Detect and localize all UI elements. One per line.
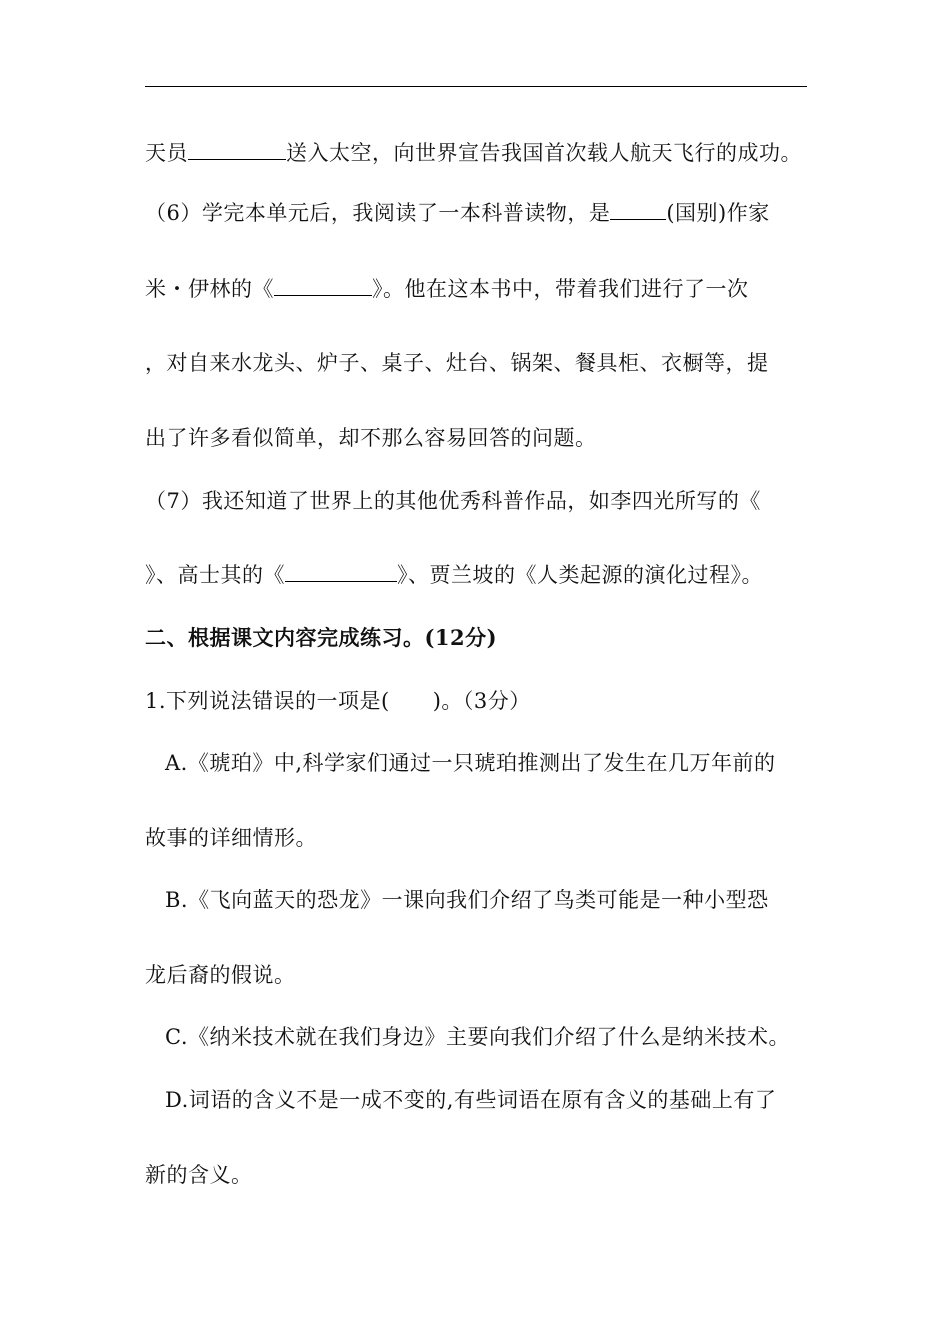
- option-c[interactable]: C.《纳米技术就在我们身边》主要向我们介绍了什么是纳米技术。: [165, 1025, 790, 1049]
- text-line: [145, 560, 763, 590]
- question-6-line: [145, 198, 770, 228]
- text-segment: （6）学完本单元后，我阅读了一本科普读物，是: [145, 201, 611, 225]
- option-b[interactable]: B.《飞向蓝天的恐龙》一课向我们介绍了鸟类可能是一种小型恐: [165, 888, 769, 912]
- text-segment: (国别)作家: [666, 201, 770, 225]
- fill-blank-book-title[interactable]: [285, 561, 397, 582]
- section-heading: 二、根据课文内容完成练习。(12分): [145, 625, 498, 650]
- fill-blank[interactable]: [188, 139, 286, 160]
- fill-blank-book-title[interactable]: [274, 275, 372, 296]
- text-segment: 送入太空，向世界宣告我国首次载人航天飞行的成功。: [286, 141, 802, 165]
- text-line: [145, 274, 749, 304]
- text-line: 出了许多看似简单，却不那么容易回答的问题。: [145, 426, 597, 450]
- text-segment: 》、贾兰坡的《人类起源的演化过程》。: [397, 563, 763, 587]
- text-segment: 米・伊林的《: [145, 277, 274, 301]
- header-rule: [145, 86, 807, 87]
- option-d[interactable]: D.词语的含义不是一成不变的,有些词语在原有含义的基础上有了: [165, 1088, 777, 1112]
- question-1: 1.下列说法错误的一项是( )。（3分）: [145, 689, 531, 713]
- option-a[interactable]: A.《琥珀》中,科学家们通过一只琥珀推测出了发生在几万年前的: [165, 751, 776, 775]
- question-7-line: （7）我还知道了世界上的其他优秀科普作品，如李四光所写的《: [145, 489, 761, 513]
- text-segment: 》。他在这本书中，带着我们进行了一次: [372, 277, 749, 301]
- text-line: ，对自来水龙头、炉子、桌子、灶台、锅架、餐具柜、衣橱等，提: [145, 351, 769, 375]
- text-segment: 天员: [145, 141, 188, 165]
- option-d-continued: 新的含义。: [145, 1163, 253, 1187]
- option-b-continued: 龙后裔的假说。: [145, 963, 296, 987]
- option-a-continued: 故事的详细情形。: [145, 826, 317, 850]
- fill-blank-country[interactable]: [610, 199, 666, 220]
- text-line: [145, 138, 802, 168]
- text-segment: 》、高士其的《: [145, 563, 285, 587]
